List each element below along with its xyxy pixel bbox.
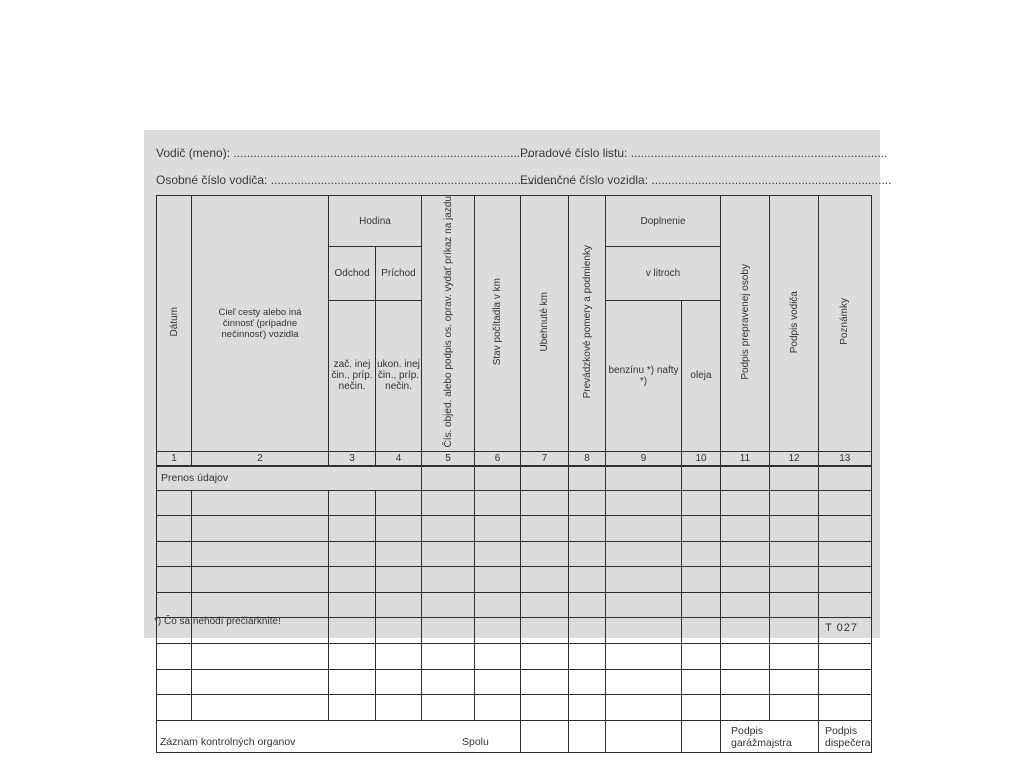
- entry-cell[interactable]: [192, 592, 329, 618]
- entry-cell[interactable]: [721, 618, 770, 644]
- entry-cell[interactable]: [521, 592, 569, 618]
- entry-cell[interactable]: [422, 567, 475, 593]
- col-destination-header: Cieľ cesty alebo iná činnosť (prípadne nečinnosť) vozidla: [192, 196, 329, 452]
- entry-cell[interactable]: [192, 541, 329, 567]
- entry-cell[interactable]: [569, 490, 606, 516]
- entry-cell[interactable]: [192, 567, 329, 593]
- entry-cell[interactable]: [157, 644, 192, 670]
- cell[interactable]: [422, 466, 475, 490]
- col-end-activity-header: ukon. inej čin., príp. nečin.: [376, 300, 422, 451]
- entry-cell[interactable]: [376, 516, 422, 542]
- col-number: 6: [475, 451, 521, 466]
- driver-name-field[interactable]: [156, 146, 533, 160]
- table-row: [157, 541, 872, 567]
- cell[interactable]: [721, 466, 770, 490]
- entry-cell[interactable]: [721, 695, 770, 721]
- cell[interactable]: [569, 466, 606, 490]
- entry-cell[interactable]: [376, 644, 422, 670]
- entry-cell[interactable]: [721, 592, 770, 618]
- personal-number-dots: ......................................................................................: [270, 173, 558, 187]
- entry-cell[interactable]: [521, 567, 569, 593]
- total-label: Spolu: [462, 735, 489, 748]
- entry-cell[interactable]: [329, 644, 376, 670]
- col-number: 2: [192, 451, 329, 466]
- garage-signature-cell[interactable]: Podpis garážmajstra: [721, 720, 819, 752]
- entry-cell[interactable]: [606, 541, 682, 567]
- entry-cell[interactable]: [606, 592, 682, 618]
- cell[interactable]: [819, 466, 872, 490]
- entry-cell[interactable]: [157, 669, 192, 695]
- entry-cell[interactable]: [819, 592, 872, 618]
- entry-cell[interactable]: [329, 669, 376, 695]
- entry-cell[interactable]: [569, 592, 606, 618]
- entry-cell[interactable]: [721, 669, 770, 695]
- entry-cell[interactable]: [721, 644, 770, 670]
- col-odometer-header: Stav počítadla v km: [475, 196, 521, 452]
- col-date-header: Dátum: [157, 196, 192, 452]
- entry-cell[interactable]: [475, 695, 521, 721]
- col-km-driven-header: Ubehnuté km: [521, 196, 569, 452]
- entry-cell[interactable]: [770, 490, 819, 516]
- entry-cell[interactable]: [376, 541, 422, 567]
- entry-cell[interactable]: [819, 644, 872, 670]
- vehicle-number-label: Evidenčné číslo vozidla:: [520, 173, 649, 187]
- transfer-row: [157, 466, 872, 490]
- entry-cell[interactable]: [606, 669, 682, 695]
- footnote: *) Čo sa nehodí prečiarknite!: [154, 616, 281, 627]
- sheet-number-dots: .............................................................................: [630, 146, 888, 160]
- entry-cell[interactable]: [682, 669, 721, 695]
- entry-cell[interactable]: [376, 592, 422, 618]
- entry-cell[interactable]: [376, 669, 422, 695]
- entry-cell[interactable]: [376, 695, 422, 721]
- odchod-header: Odchod: [329, 247, 376, 301]
- entry-cell[interactable]: [475, 669, 521, 695]
- total-km-cell[interactable]: [521, 720, 569, 752]
- col-oil-header: oleja: [682, 300, 721, 451]
- entry-cell[interactable]: [682, 644, 721, 670]
- col-number: 1: [157, 451, 192, 466]
- col-operating-conditions-header: Prevádzkové pomery a podmienky: [569, 196, 606, 452]
- entry-cell[interactable]: [606, 644, 682, 670]
- entry-cell[interactable]: [521, 516, 569, 542]
- col-driver-signature-header: Podpis vodiča: [770, 196, 819, 452]
- col-number: 10: [682, 451, 721, 466]
- entry-cell[interactable]: [770, 516, 819, 542]
- entry-cell[interactable]: [329, 618, 376, 644]
- entry-cell[interactable]: [376, 567, 422, 593]
- logbook-table: [156, 195, 872, 753]
- total-conditions-cell[interactable]: [569, 720, 606, 752]
- col-number: 7: [521, 451, 569, 466]
- entry-cell[interactable]: [157, 567, 192, 593]
- col-passenger-signature-header: Podpis prepravenej osoby: [721, 196, 770, 452]
- entry-cell[interactable]: [606, 567, 682, 593]
- entry-cell[interactable]: [569, 644, 606, 670]
- entry-cell[interactable]: [192, 695, 329, 721]
- cell[interactable]: [475, 466, 521, 490]
- hodina-header: Hodina: [329, 196, 422, 247]
- entry-cell[interactable]: [606, 618, 682, 644]
- entry-cell[interactable]: [819, 669, 872, 695]
- entry-cell[interactable]: [682, 541, 721, 567]
- entry-cell[interactable]: [569, 669, 606, 695]
- entry-cell[interactable]: [422, 490, 475, 516]
- entry-cell[interactable]: [606, 516, 682, 542]
- entry-cell[interactable]: [819, 567, 872, 593]
- entry-cell[interactable]: [819, 541, 872, 567]
- table-row: [157, 669, 872, 695]
- entry-cell[interactable]: [770, 592, 819, 618]
- entry-cell[interactable]: [329, 516, 376, 542]
- col-fuel-header: benzínu *) nafty *): [606, 300, 682, 451]
- col-number: 11: [721, 451, 770, 466]
- form-code: T 027: [825, 622, 858, 634]
- sheet-number-label: Poradové číslo listu:: [520, 146, 628, 160]
- entry-cell[interactable]: [521, 618, 569, 644]
- entry-cell[interactable]: [329, 695, 376, 721]
- entry-cell[interactable]: [721, 541, 770, 567]
- entry-cell[interactable]: [606, 695, 682, 721]
- entry-cell[interactable]: [422, 669, 475, 695]
- cell[interactable]: [606, 466, 682, 490]
- entry-cell[interactable]: [475, 516, 521, 542]
- entry-cell[interactable]: [682, 567, 721, 593]
- entry-cell[interactable]: [329, 541, 376, 567]
- driver-name-label: Vodič (meno):: [156, 146, 231, 160]
- transfer-label: Prenos údajov: [157, 466, 422, 490]
- entry-cell[interactable]: [521, 669, 569, 695]
- entry-cell[interactable]: [192, 669, 329, 695]
- entry-cell[interactable]: [157, 516, 192, 542]
- cell[interactable]: [521, 466, 569, 490]
- entry-cell[interactable]: [569, 695, 606, 721]
- table-row: [157, 516, 872, 542]
- entry-cell[interactable]: [770, 669, 819, 695]
- entry-cell[interactable]: [475, 490, 521, 516]
- entry-cell[interactable]: [422, 644, 475, 670]
- table-row: [157, 592, 872, 618]
- entry-cell[interactable]: [770, 541, 819, 567]
- entry-cell[interactable]: [475, 541, 521, 567]
- vehicle-number-field[interactable]: [520, 173, 891, 187]
- total-fuel-cell[interactable]: [606, 720, 682, 752]
- entry-cell[interactable]: [329, 490, 376, 516]
- entry-cell[interactable]: [422, 695, 475, 721]
- entry-cell[interactable]: [569, 516, 606, 542]
- logbook-form-sheet: [144, 130, 892, 749]
- entry-cell[interactable]: [329, 592, 376, 618]
- entry-cell[interactable]: [376, 490, 422, 516]
- entry-cell[interactable]: [819, 695, 872, 721]
- entry-cell[interactable]: [157, 541, 192, 567]
- col-start-activity-header: zač. inej čin., príp. nečin.: [329, 300, 376, 451]
- entry-cell[interactable]: [770, 695, 819, 721]
- col-number: 8: [569, 451, 606, 466]
- entry-cell[interactable]: [682, 618, 721, 644]
- entry-cell[interactable]: [819, 516, 872, 542]
- entry-cell[interactable]: [422, 618, 475, 644]
- entry-cell[interactable]: [157, 695, 192, 721]
- prichod-header: Príchod: [376, 247, 422, 301]
- col-number: 12: [770, 451, 819, 466]
- entry-cell[interactable]: [770, 644, 819, 670]
- entry-cell[interactable]: [521, 490, 569, 516]
- entry-cell[interactable]: [606, 490, 682, 516]
- entry-cell[interactable]: [682, 516, 721, 542]
- entry-cell[interactable]: [721, 516, 770, 542]
- entry-cell[interactable]: [721, 490, 770, 516]
- entry-cell[interactable]: [475, 644, 521, 670]
- entry-cell[interactable]: [192, 516, 329, 542]
- cell[interactable]: [770, 466, 819, 490]
- entry-cell[interactable]: [770, 567, 819, 593]
- col-number: 4: [376, 451, 422, 466]
- table-row: [157, 490, 872, 516]
- entry-cell[interactable]: [521, 695, 569, 721]
- entry-cell[interactable]: [329, 567, 376, 593]
- total-oil-cell[interactable]: [682, 720, 721, 752]
- entry-cell[interactable]: [819, 490, 872, 516]
- entry-cell[interactable]: [721, 567, 770, 593]
- entry-cell[interactable]: [422, 516, 475, 542]
- driver-name-dots: ..........................................................................................: [233, 146, 534, 160]
- table-row: [157, 695, 872, 721]
- personal-number-label: Osobné číslo vodiča:: [156, 173, 268, 187]
- entry-cell[interactable]: [682, 695, 721, 721]
- entry-cell[interactable]: [475, 567, 521, 593]
- personal-number-field[interactable]: [156, 173, 557, 187]
- col-number: 13: [819, 451, 872, 466]
- entry-cell[interactable]: [475, 592, 521, 618]
- sheet-number-field[interactable]: [520, 146, 887, 160]
- entry-cell[interactable]: [770, 618, 819, 644]
- table-row: [157, 644, 872, 670]
- entry-cell[interactable]: [569, 618, 606, 644]
- doplnenie-header: Doplnenie: [606, 196, 721, 247]
- entry-cell[interactable]: [521, 541, 569, 567]
- entry-cell[interactable]: [569, 541, 606, 567]
- dispatcher-signature-cell[interactable]: Podpis dispečera: [819, 720, 872, 752]
- col-order-number-header: Čís. objed. alebo podpis os. oprav. vydať príkaz na jazdu: [422, 196, 475, 452]
- record-label: Záznam kontrolných organov: [160, 735, 296, 748]
- column-number-row: [157, 451, 872, 466]
- entry-cell[interactable]: [157, 592, 192, 618]
- entry-cell[interactable]: [682, 592, 721, 618]
- entry-cell[interactable]: [192, 644, 329, 670]
- v-litroch-header: v litroch: [606, 247, 721, 301]
- entry-cell[interactable]: [521, 644, 569, 670]
- entry-cell[interactable]: [157, 490, 192, 516]
- col-number: 3: [329, 451, 376, 466]
- entry-cell[interactable]: [422, 592, 475, 618]
- entry-cell[interactable]: [422, 541, 475, 567]
- record-cell: [157, 720, 521, 752]
- entry-cell[interactable]: [682, 490, 721, 516]
- cell[interactable]: [682, 466, 721, 490]
- entry-cell[interactable]: [192, 490, 329, 516]
- col-number: 9: [606, 451, 682, 466]
- entry-rows: [157, 490, 872, 720]
- entry-cell[interactable]: [376, 618, 422, 644]
- summary-row: [157, 720, 872, 752]
- entry-cell[interactable]: [569, 567, 606, 593]
- entry-cell[interactable]: [475, 618, 521, 644]
- vehicle-number-dots: ........................................................................: [651, 173, 892, 187]
- col-notes-header: Poznámky: [819, 196, 872, 452]
- table-row: [157, 567, 872, 593]
- col-number: 5: [422, 451, 475, 466]
